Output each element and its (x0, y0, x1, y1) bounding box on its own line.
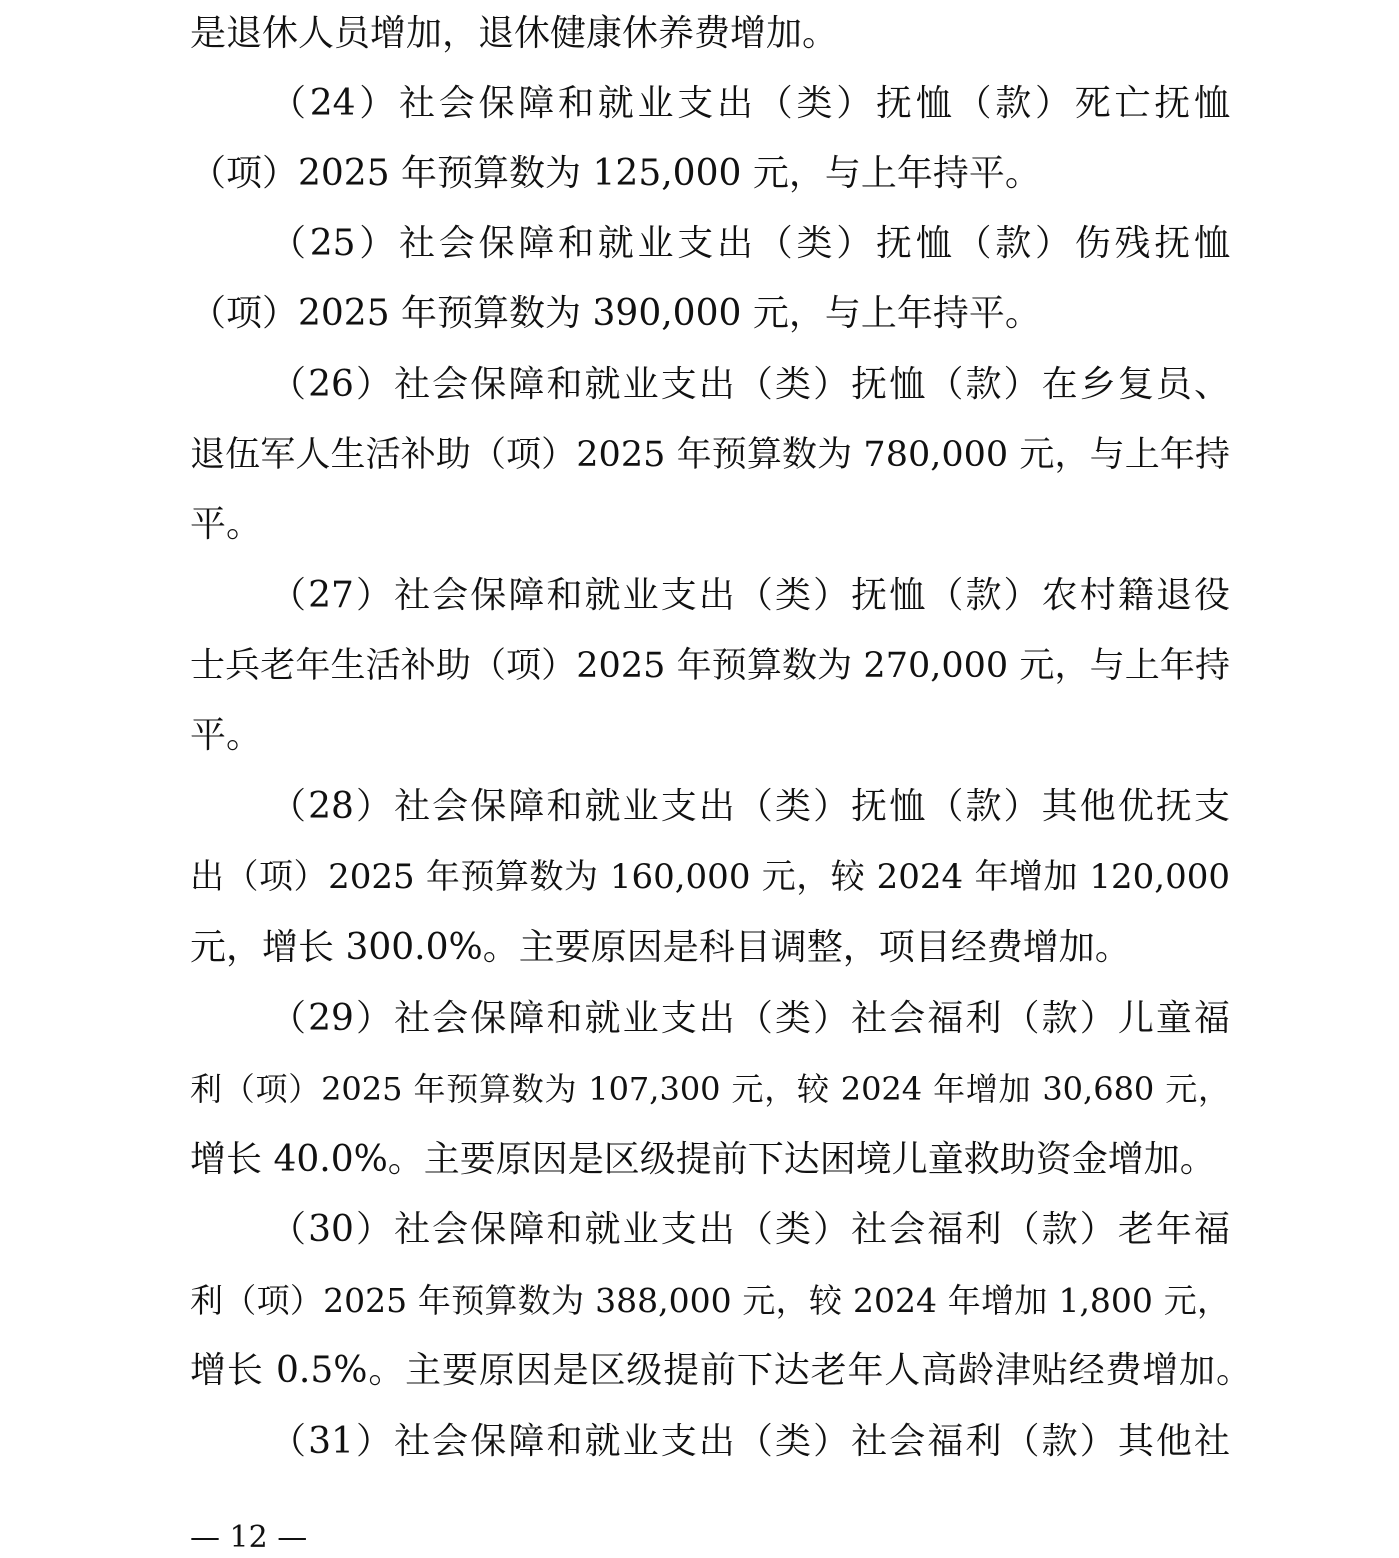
text-line: （30）社会保障和就业支出（类）社会福利（款）老年福 (270, 1209, 1230, 1250)
text-line: 增长 40.0%。主要原因是区级提前下达困境儿童救助资金增加。 (190, 1139, 1216, 1180)
text-line: 是退休人员增加，退休健康休养费增加。 (190, 13, 839, 54)
page-number: — 12 — (190, 1520, 308, 1555)
text-line: 利（项）2025 年预算数为 388,000 元，较 2024 年增加 1,800 元， (190, 1281, 1230, 1320)
text-line: 退伍军人生活补助（项）2025 年预算数为 780,000 元，与上年持 (190, 435, 1230, 475)
text-line: 平。 (190, 715, 263, 756)
text-line: 出（项）2025 年预算数为 160,000 元，较 2024 年增加 120,000 (190, 857, 1230, 897)
text-line: （25）社会保障和就业支出（类）抚恤（款）伤残抚恤 (270, 223, 1230, 264)
text-line: （27）社会保障和就业支出（类）抚恤（款）农村籍退役 (270, 575, 1230, 616)
text-line: 利（项）2025 年预算数为 107,300 元，较 2024 年增加 30,680 元， (190, 1070, 1230, 1108)
text-line: （项）2025 年预算数为 390,000 元，与上年持平。 (190, 293, 1041, 334)
text-line: 平。 (190, 504, 263, 545)
text-line: （28）社会保障和就业支出（类）抚恤（款）其他优抚支 (270, 786, 1230, 827)
text-line: 增长 0.5%。主要原因是区级提前下达老年人高龄津贴经费增加。 (190, 1350, 1252, 1391)
text-line: （29）社会保障和就业支出（类）社会福利（款）儿童福 (270, 998, 1230, 1039)
text-line: 元，增长 300.0%。主要原因是科目调整，项目经费增加。 (190, 927, 1131, 968)
text-line: 士兵老年生活补助（项）2025 年预算数为 270,000 元，与上年持 (190, 646, 1230, 686)
text-line: （项）2025 年预算数为 125,000 元，与上年持平。 (190, 153, 1041, 194)
text-line: （24）社会保障和就业支出（类）抚恤（款）死亡抚恤 (270, 83, 1230, 124)
text-line: （31）社会保障和就业支出（类）社会福利（款）其他社 (270, 1421, 1230, 1462)
text-line: （26）社会保障和就业支出（类）抚恤（款）在乡复员、 (270, 364, 1230, 405)
